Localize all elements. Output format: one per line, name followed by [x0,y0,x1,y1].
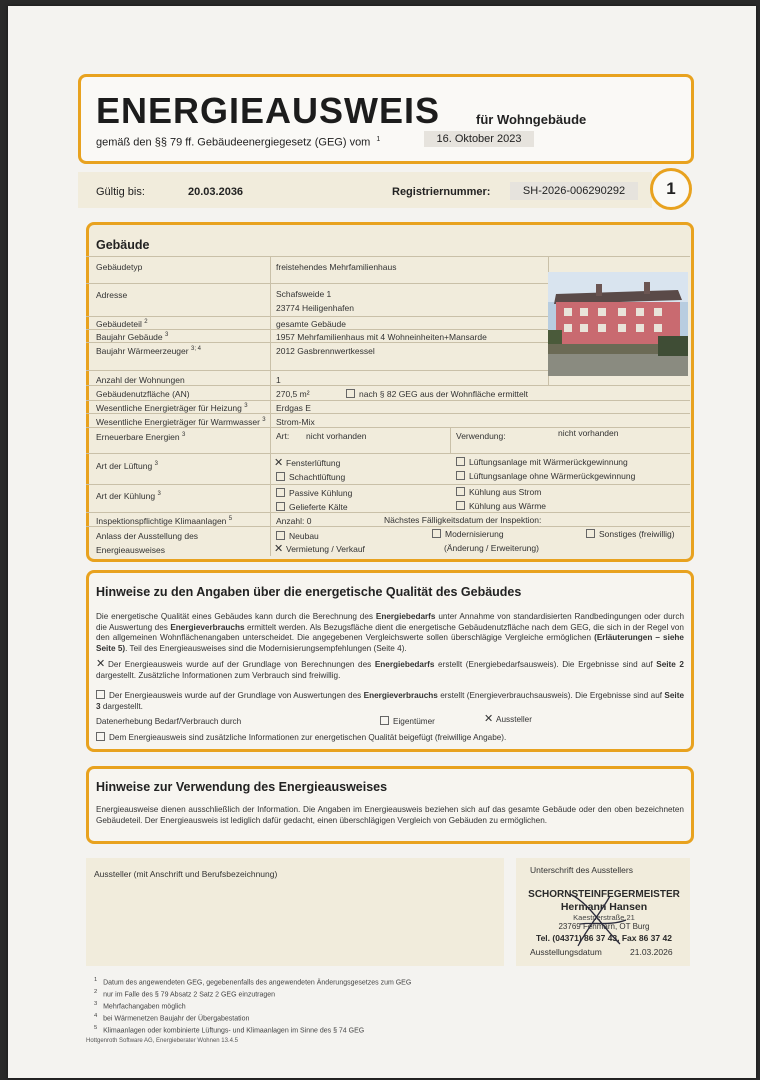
datum-value: 21.03.2026 [630,947,673,957]
checkbox-icon [456,487,465,496]
reg-value: SH-2026-006290292 [510,182,638,200]
anzahl-label: Anzahl der Wohnungen [96,375,185,385]
gebaeudetyp-label: Gebäudetyp [96,262,143,272]
anzahl-value: 1 [276,375,281,385]
hinweise-heading: Hinweise zu den Angaben über die energetische Qualität des Gebäudes [96,585,522,599]
heizung-label: Wesentliche Energieträger für Heizung $^3$ [96,403,248,413]
erneuerbar-art-label: Art: [276,431,290,441]
gebaeude-heading: Gebäude [96,238,150,252]
baujahr-value: 1957 Mehrfamilienhaus mit 4 Wohneinheiten+Mansarde [276,332,487,342]
klima-label: Inspektionspflichtige Klimaanlagen $^5$ [96,516,233,526]
klima-faellig: Nächstes Fälligkeitsdatum der Inspektion: [384,515,542,525]
gultig-value: 20.03.2036 [188,186,244,198]
stamp-title: SCHORNSTEINFEGERMEISTER [528,889,680,900]
footnotes: $^1$ Datum des angewendeten GEG, gegebenenfalls des angewendeten Änderungsgesetzes zum GEG $^2$ nur im Falle des § 79 Absatz 2 Satz 2 GEG einzutragen $^3$ Mehrfachangaben möglich $^4$ bei Wärmenetzen Baujahr der Übergabestation $^5$ Klimaanlagen oder kombinierte Lüftungs- und Klimaanlagen im Sinne des § 74 GEG [94,977,412,1035]
option-aussteller[interactable]: ✕ Aussteller [484,713,532,725]
building-photo [548,272,688,376]
kuehlung-label: Art der Kühlung $^3$ [96,491,161,501]
checkbox-checked-icon: ✕ [274,457,284,469]
checkbox-icon [432,529,441,538]
verwendung-heading: Hinweise zur Verwendung des Energieausweises [96,780,388,794]
hinweise-paragraph: Die energetische Qualität eines Gebäudes kann durch die Berechnung des Energiebedarfs unter Annahme von standardisierten Randbedingungen oder durch die Auswertung des Energieverbrauchs ermittelt werden. Als Bezugsfläche dient die energetische Gebäudenutzfläche nach dem GEG, die sich in der Regel von den allgemeinen Wohnflächenangaben unterscheidet. Die angegebenen Vergleichswerte sollen überschlägige Vergleiche ermöglichen (Erläuterungen – siehe Seite 5). Teil des Energieausweises sind die Modernisierungsempfehlungen (Seite 4). [96,612,684,653]
kuehlung-strom[interactable]: Kühlung aus Strom [456,487,541,497]
geg-date: 16. Oktober 2023 [424,131,534,147]
checkbox-checked-icon: ✕ [484,713,494,725]
lueftung-fenster[interactable]: ✕ Fensterlüftung [274,457,341,469]
checkbox-checked-icon: ✕ [274,543,284,555]
anlass-neubau[interactable]: Neubau [276,531,319,541]
checkbox-icon [276,531,285,540]
checkbox-icon [380,716,389,725]
lueftung-mit-wrg[interactable]: Lüftungsanlage mit Wärmerückgewinnung [456,457,628,467]
adresse-label: Adresse [96,290,128,300]
document-title: ENERGIEAUSWEIS [96,90,441,131]
option-verbrauchsausweis[interactable]: Der Energieausweis wurde auf der Grundlage von Auswertungen des Energieverbrauchs erstellt (Energieverbrauchsausweis). Die Ergebnisse sind auf Seite 3 dargestellt. [96,691,684,711]
gebaeudetyp-value: freistehendes Mehrfamilienhaus [276,262,397,272]
lueftung-schacht[interactable]: Schachtlüftung [276,472,345,482]
checkbox-checked-icon: ✕ [96,658,106,670]
checkbox-icon [586,529,595,538]
page-number-badge: 1 [650,168,692,210]
klima-anzahl: Anzahl: 0 [276,516,312,526]
checkbox-icon [96,732,105,741]
adresse-line1: Schafsweide 1 [276,289,332,299]
checkbox-icon [96,690,105,699]
datum-label: Ausstellungsdatum [530,947,602,957]
erneuerbar-art-value: nicht vorhanden [306,431,367,441]
anlass-label-2: Energieausweises [96,545,165,555]
kuehlung-kaelte[interactable]: Gelieferte Kälte [276,502,348,512]
verwendung-value: nicht vorhanden [558,428,619,438]
kuehlung-passiv[interactable]: Passive Kühlung [276,488,352,498]
anlass-modernisierung[interactable]: Modernisierung [432,529,504,539]
lueftung-ohne-wrg[interactable]: Lüftungsanlage ohne Wärmerückgewinnung [456,471,635,481]
option-zusatz[interactable]: Dem Energieausweis sind zusätzliche Informationen zur energetischen Qualität beigefügt (freiwillige Angabe). [96,732,506,744]
checkbox-icon [276,472,285,481]
checkbox-icon [346,389,355,398]
checkbox-icon [276,488,285,497]
stamp-city: 23769 Fehmarn, OT Burg [558,922,650,931]
datenerhebung-label: Datenerhebung Bedarf/Verbrauch durch [96,717,242,726]
stamp-phone: Tel. (04371) 86 37 43, Fax 86 37 42 [536,933,672,943]
reg-label: Registriernummer: [392,186,491,198]
lueftung-label: Art der Lüftung $^3$ [96,461,158,471]
warmwasser-value: Strom-Mix [276,417,315,427]
adresse-line2: 23774 Heiligenhafen [276,303,354,313]
document-subtitle: für Wohngebäude [476,112,587,127]
nutzflaeche-value: 270,5 m² [276,389,310,399]
anlass-vermietung[interactable]: ✕ Vermietung / Verkauf [274,543,365,555]
verwendung-paragraph: Energieausweise dienen ausschließlich der Information. Die Angaben im Energieausweis beziehen sich auf das gesamte Gebäude oder den oben bezeichneten Gebäudeteil. Der Energieausweis ist lediglich dafür gedacht, einen überschlägigen Vergleich von Gebäuden zu ermöglichen. [96,805,684,825]
warmwasser-label: Wesentliche Energieträger für Warmwasser $^3$ [96,417,266,427]
stamp-street: Kaestnerstraße 21 [573,913,635,922]
gultig-label: Gültig bis: [96,186,145,198]
verwendung-label: Verwendung: [456,431,506,441]
nutzflaeche-label: Gebäudenutzfläche (AN) [96,389,190,399]
nutzflaeche-option[interactable]: nach § 82 GEG aus der Wohnfläche ermittelt [346,389,528,399]
anlass-sonstiges[interactable]: Sonstiges (freiwillig) [586,529,675,539]
checkbox-icon [456,457,465,466]
checkbox-icon [276,502,285,511]
baujahr-wz-value: 2012 Gasbrennwertkessel [276,346,375,356]
gebaeudeteil-value: gesamte Gebäude [276,319,346,329]
aussteller-label: Aussteller (mit Anschrift und Berufsbezeichnung) [94,869,278,879]
baujahr-wz-label: Baujahr Wärmeerzeuger $^{3; 4}$ [96,346,201,356]
baujahr-label: Baujahr Gebäude $^3$ [96,332,169,342]
option-eigentuemer[interactable]: Eigentümer [380,716,435,728]
heizung-value: Erdgas E [276,403,311,413]
software-note: Hottgenroth Software AG, Energieberater Wohnen 13.4.5 [86,1038,238,1044]
option-bedarfsausweis[interactable]: ✕ Der Energieausweis wurde auf der Grundlage von Berechnungen des Energiebedarfs erstellt (Energiebedarfsausweis). Die Ergebnisse sind auf Seite 2 dargestellt. Zusätzliche Informationen zum Verbrauch sind freiwillig. [96,658,684,680]
checkbox-icon [456,471,465,480]
erneuerbar-label: Erneuerbare Energien $^3$ [96,432,186,442]
handwritten-signature [560,884,640,954]
kuehlung-waerme[interactable]: Kühlung aus Wärme [456,501,546,511]
gebaeudeteil-label: Gebäudeteil $^2$ [96,319,148,329]
geg-reference: gemäß den §§ 79 ff. Gebäudeenergiegesetz (GEG) vom $^1$ [96,136,381,149]
anlass-aenderung: (Änderung / Erweiterung) [444,543,539,553]
unterschrift-label: Unterschrift des Ausstellers [530,865,633,875]
checkbox-icon [456,501,465,510]
stamp-name: Hermann Hansen [560,901,648,913]
anlass-label-1: Anlass der Ausstellung des [96,531,199,541]
